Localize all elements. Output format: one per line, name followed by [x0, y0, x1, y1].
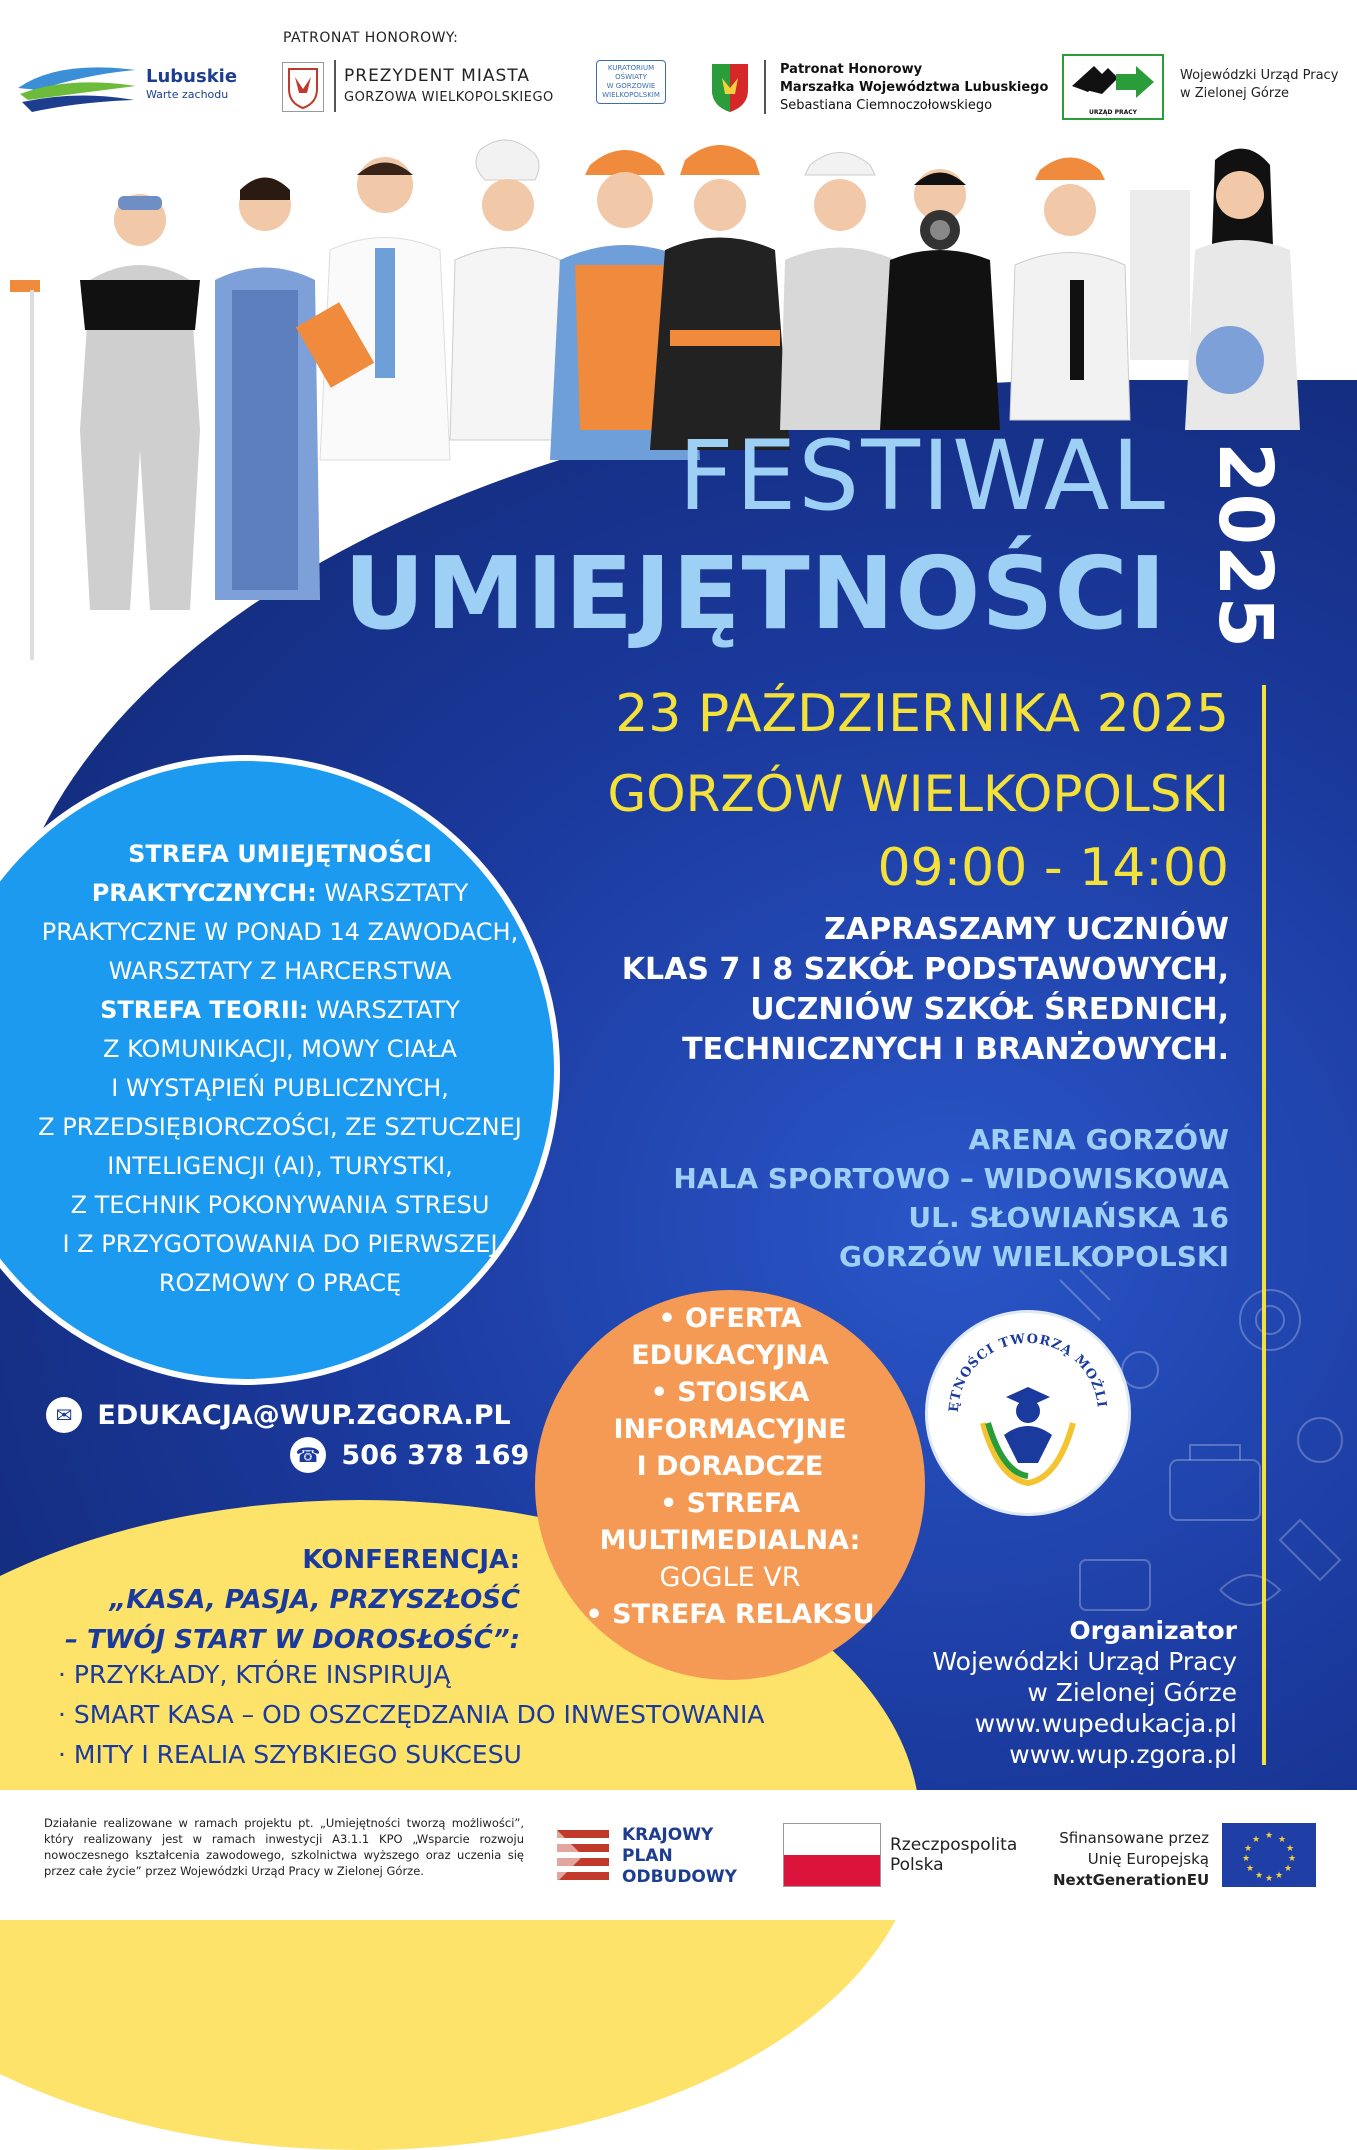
organizer-line2: w Zielonej Górze: [1027, 1678, 1237, 1707]
photographer-figure: [880, 169, 1000, 430]
marszalek-line2: Marszałka Województwa Lubuskiego: [780, 80, 1049, 95]
venue-address: [529, 1120, 1229, 1276]
gorzow-crest-icon: [282, 62, 324, 112]
lubuskie-logo: [18, 56, 138, 116]
rp-line: Polska: [890, 1855, 944, 1875]
kpo-line: KRAJOWY: [622, 1825, 714, 1845]
mail-icon: ✉: [46, 1397, 82, 1433]
wup-logo: [1062, 54, 1164, 120]
chef-figure: [450, 140, 565, 440]
svg-text:★: ★: [1287, 1854, 1297, 1864]
prezydent-line2: GORZOWA WIELKOPOLSKIEGO: [344, 90, 554, 105]
kpo-logo-icon: [555, 1826, 611, 1886]
event-date: 23 PAŹDZIERNIKA 2025: [615, 684, 1229, 744]
kuratorium-line3: W GORZOWIE: [606, 82, 656, 90]
practical-zone-head: STREFA UMIEJĘTNOŚCI: [128, 840, 432, 868]
polish-flag-icon: [783, 1823, 881, 1887]
invite-line: KLAS 7 I 8 SZKÓŁ PODSTAWOWYCH,: [621, 952, 1229, 987]
offer-line: • OFERTA: [658, 1303, 802, 1334]
title-umiejetnosci: UMIEJĘTNOŚCI: [343, 535, 1167, 652]
kuratorium-logo: [592, 60, 670, 126]
svg-text:★: ★: [1277, 1835, 1287, 1845]
venue-line: UL. SŁOWIAŃSKA 16: [908, 1201, 1229, 1234]
svg-text:★: ★: [1245, 1864, 1255, 1874]
venue-line: GORZÓW WIELKOPOLSKI: [838, 1240, 1229, 1273]
venue-line: HALA SPORTOWO – WIDOWISKOWA: [673, 1162, 1229, 1195]
rp-line: Rzeczpospolita: [890, 1835, 1018, 1855]
wup-line1: Wojewódzki Urząd Pracy: [1180, 68, 1339, 83]
practical-text2: PRAKTYCZNE W PONAD 14 ZAWODACH,: [41, 918, 519, 946]
invite-line: UCZNIÓW SZKÓŁ ŚREDNICH,: [750, 992, 1229, 1027]
organizer-block: [932, 1615, 1237, 1770]
kuratorium-line4: WIELKOPOLSKIM: [602, 91, 660, 99]
svg-text:★: ★: [1254, 1871, 1264, 1881]
conference-heading: [40, 1540, 520, 1660]
kpo-line: PLAN: [622, 1846, 673, 1866]
conference-label: KONFERENCJA:: [302, 1545, 520, 1575]
ue-text: [1053, 1828, 1209, 1891]
practical-text3: WARSZTATY Z HARCERSTWA: [108, 957, 452, 985]
barista-figure: [215, 178, 320, 601]
invite-line: TECHNICZNYCH I BRANŻOWYCH.: [682, 1032, 1229, 1067]
svg-text:★: ★: [1241, 1854, 1251, 1864]
conference-item: · PRZYKŁADY, KTÓRE INSPIRUJĄ: [58, 1660, 451, 1689]
kuratorium-line1: KURATORIUM: [607, 64, 655, 72]
svg-text:★: ★: [1243, 1844, 1253, 1854]
conference-title2: – TWÓJ START W DOROSŁOŚĆ”:: [64, 1625, 520, 1655]
zones-text: [30, 835, 530, 1303]
rp-text: [890, 1835, 1017, 1875]
theory-line: Z TECHNIK POKONYWANIA STRESU: [70, 1191, 490, 1219]
offer-line: INFORMACYJNE: [613, 1414, 847, 1445]
theory-line: INTELIGENCJI (AI), TURYSTKI,: [107, 1152, 453, 1180]
svg-text:★: ★: [1264, 1831, 1274, 1841]
prezydent-line1: PREZYDENT MIASTA: [344, 66, 530, 86]
email-text: EDUKACJA@WUP.ZGORA.PL: [97, 1399, 511, 1431]
ue-line: Unię Europejską: [1087, 1850, 1209, 1868]
conference-item: · SMART KASA – OD OSZCZĘDZANIA DO INWESTOWANIA: [58, 1700, 765, 1729]
offer-line: • STREFA RELAKSU: [585, 1599, 875, 1630]
organizer-line1: Wojewódzki Urząd Pracy: [932, 1647, 1237, 1676]
conference-title1: „KASA, PASJA, PRZYSZŁOŚĆ: [109, 1585, 520, 1615]
theory-text1: WARSZTATY: [308, 996, 460, 1024]
project-badge: [925, 1310, 1131, 1516]
offer-line: GOGLE VR: [659, 1562, 801, 1593]
organizer-url1[interactable]: www.wupedukacja.pl: [974, 1709, 1237, 1738]
doctor-figure: [296, 157, 450, 460]
email-contact[interactable]: [46, 1397, 511, 1433]
painter-figure: [10, 194, 200, 660]
theory-line: I WYSTĄPIEŃ PUBLICZNYCH,: [111, 1074, 449, 1102]
phone-text: 506 378 169: [341, 1439, 530, 1471]
theory-zone-head: STREFA TEORII:: [100, 996, 309, 1024]
phone-contact[interactable]: [290, 1437, 529, 1473]
firefighter-figure: [650, 145, 790, 450]
offer-line: I DORADCZE: [636, 1451, 824, 1482]
title-festiwal: FESTIWAL: [678, 420, 1167, 532]
divider: [764, 60, 766, 114]
ue-line: NextGenerationEU: [1053, 1871, 1210, 1889]
offer-line: MULTIMEDIALNA:: [599, 1525, 861, 1556]
svg-text:★: ★: [1264, 1874, 1274, 1884]
engineer-figure: [780, 153, 900, 431]
builder-figure-2: [1010, 158, 1130, 421]
svg-text:★: ★: [1251, 1835, 1261, 1845]
conference-items: [58, 1655, 765, 1775]
eu-flag-icon: [1222, 1823, 1316, 1887]
divider: [334, 60, 336, 112]
theory-line: ROZMOWY O PRACĘ: [158, 1269, 402, 1297]
kpo-text: [622, 1825, 737, 1888]
project-disclaimer: Działanie realizowane w ramach projektu pt. „Umiejętności tworzą możliwości”, który realizowany jest w ramach inwestycji A3.1.1 KPO „Wsparcie rozwoju nowoczesnego kształcenia zawodowego, szkolnictwa wyższego oraz uczenia się przez całe życie” przez Wojewódzki Urząd Pracy w Zielonej Górze.: [44, 1816, 524, 1878]
patronat-label: PATRONAT HONOROWY:: [283, 30, 459, 46]
marszalek-line3: Sebastiana Ciemnoczołowskiego: [780, 98, 993, 113]
kpo-line: ODBUDOWY: [622, 1867, 737, 1887]
offer-text: [565, 1300, 895, 1633]
phone-icon: ☎: [290, 1437, 326, 1473]
lubuskie-slogan: Warte zachodu: [146, 88, 229, 101]
theory-line: Z KOMUNIKACJI, MOWY CIAŁA: [103, 1035, 457, 1063]
artist-figure: [1130, 149, 1300, 430]
offer-line: • STOISKA: [650, 1377, 810, 1408]
kuratorium-line2: OŚWIATY: [615, 73, 647, 81]
yellow-divider-line: [1262, 685, 1266, 1765]
offer-line: • STREFA: [660, 1488, 800, 1519]
ue-line: Sfinansowane przez: [1059, 1829, 1209, 1847]
practical-zone-head2: PRAKTYCZNYCH:: [91, 879, 317, 907]
graduate-icon: [928, 1313, 1128, 1513]
wup-line2: w Zielonej Górze: [1180, 86, 1290, 101]
lubuskie-crest-icon: [708, 60, 752, 114]
event-hours: 09:00 - 14:00: [877, 838, 1229, 898]
svg-text:★: ★: [1274, 1871, 1284, 1881]
svg-text:★: ★: [1285, 1844, 1295, 1854]
svg-text:★: ★: [1283, 1864, 1293, 1874]
lubuskie-name: Lubuskie: [146, 66, 238, 87]
theory-line: I Z PRZYGOTOWANIA DO PIERWSZEJ: [62, 1230, 498, 1258]
event-city: GORZÓW WIELKOPOLSKI: [607, 765, 1229, 823]
venue-line: ARENA GORZÓW: [968, 1123, 1229, 1156]
organizer-url2[interactable]: www.wup.zgora.pl: [1009, 1740, 1237, 1769]
badge-arc-text: ĘTNOŚCI TWORZĄ MOŻLI: [946, 1331, 1109, 1413]
organizer-label: Organizator: [1069, 1616, 1237, 1645]
practical-text1: WARSZTATY: [316, 879, 469, 907]
theory-line: Z PRZEDSIĘBIORCZOŚCI, ZE SZTUCZNEJ: [38, 1113, 522, 1141]
invite-line: ZAPRASZAMY UCZNIÓW: [824, 912, 1229, 947]
wup-logo-caption: URZĄD PRACY: [1089, 109, 1137, 116]
marszalek-line1: Patronat Honorowy: [780, 62, 923, 77]
year-text: 2025: [1202, 442, 1288, 648]
conference-item: · MITY I REALIA SZYBKIEGO SUKCESU: [58, 1740, 522, 1769]
title-year: [1185, 430, 1305, 660]
offer-line: EDUKACYJNA: [631, 1340, 829, 1371]
invitation-text: [469, 910, 1229, 1070]
